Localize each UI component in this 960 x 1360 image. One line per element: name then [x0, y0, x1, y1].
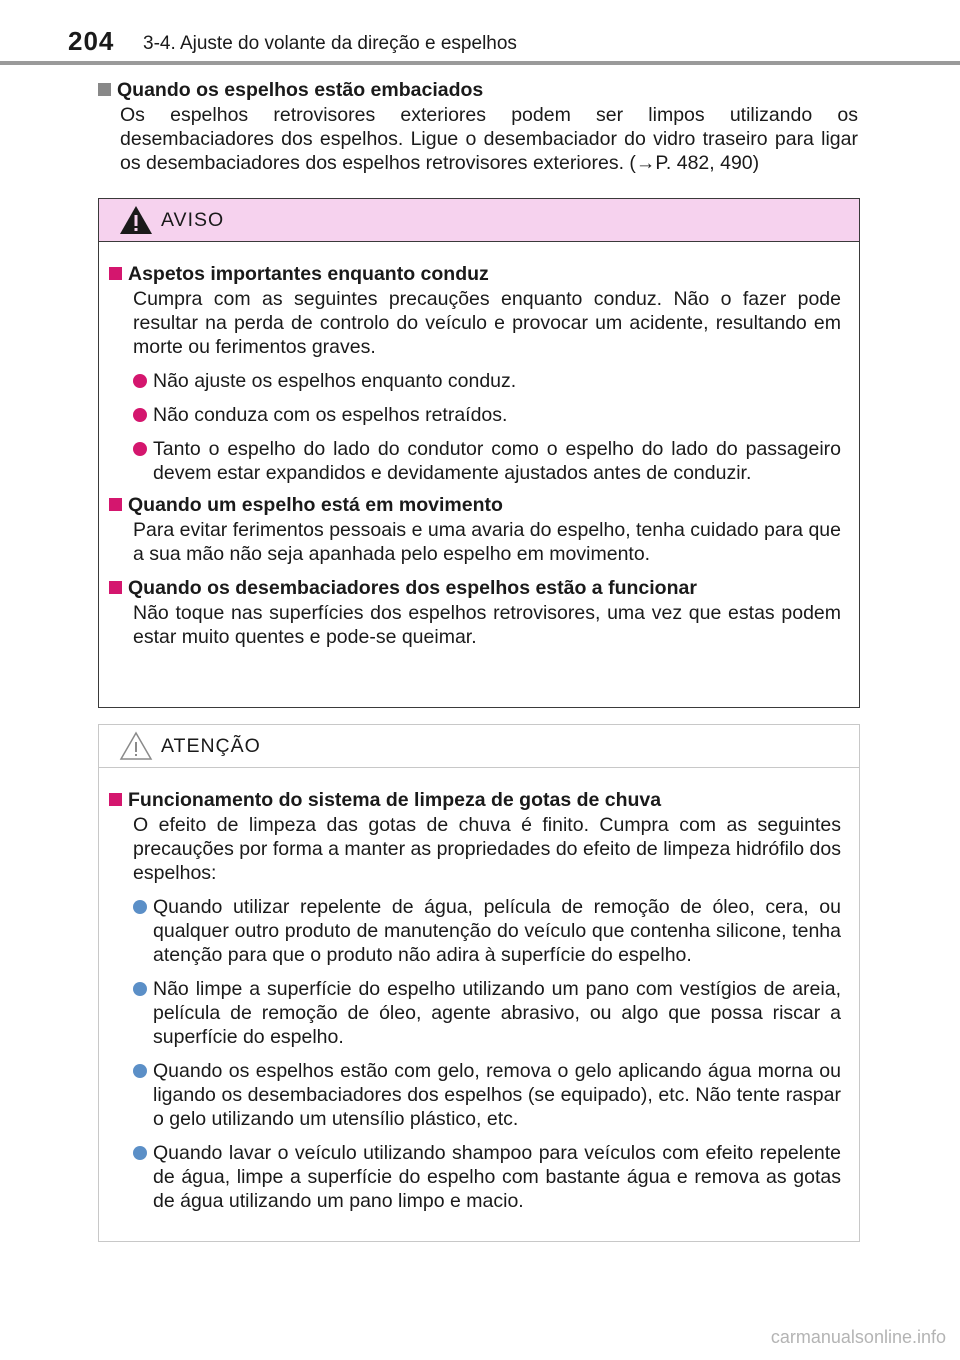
aviso-section-title: Quando um espelho está em movimento [128, 494, 503, 516]
list-item: Não limpe a superfície do espelho utilizando um pano com vestígios de areia, película de remoção de óleo, agente abrasivo, ou algo que possa riscar a superfície do espelho. [133, 977, 841, 1049]
aviso-section-text: Não toque nas superfícies dos espelhos retrovisores, uma vez que estas podem estar muito quentes e pode-se queimar. [133, 602, 841, 648]
atencao-box [98, 724, 860, 1242]
dot-bullet-icon [133, 982, 147, 996]
atencao-section-title: Funcionamento do sistema de limpeza de gotas de chuva [128, 789, 662, 811]
dot-bullet-icon [133, 374, 147, 388]
aviso-header [99, 199, 859, 242]
caution-triangle-icon [119, 731, 153, 761]
square-bullet-icon [109, 267, 122, 280]
section-title: Quando os espelhos estão embaciados [117, 79, 484, 101]
square-bullet-icon [109, 793, 122, 806]
aviso-section-title: Aspetos importantes enquanto conduz [128, 263, 489, 285]
aviso-label: AVISO [161, 209, 225, 231]
aviso-box [98, 198, 860, 708]
list-item: Quando utilizar repelente de água, película de remoção de óleo, cera, ou qualquer outro produto de manutenção do veículo que contenha silicone, tenha atenção para que o produto não adira à superfície do espelho. [133, 895, 841, 967]
dot-bullet-icon [133, 1146, 147, 1160]
watermark: carmanualsonline.info [770, 1327, 946, 1347]
section-text: Os espelhos retrovisores exteriores podem ser limpos utilizando os desembaciadores dos espelhos. Ligue o desembaciador do vidro traseiro para ligar os desembaciadores dos espelhos retrovisores exteriores. (→P. 482, 490) [120, 104, 858, 174]
dot-bullet-icon [133, 1064, 147, 1078]
header-rule [0, 61, 960, 65]
list-item: Não conduza com os espelhos retraídos. [133, 403, 841, 427]
aviso-section-text: Cumpra com as seguintes precauções enquanto conduz. Não o fazer pode resultar na perda de controlo do veículo e provocar um acidente, resultando em morte ou ferimentos graves. [133, 288, 841, 358]
atencao-header [99, 725, 859, 768]
dot-bullet-icon [133, 442, 147, 456]
square-bullet-icon [109, 498, 122, 511]
dot-bullet-icon [133, 408, 147, 422]
list-item: Não ajuste os espelhos enquanto conduz. [133, 369, 841, 393]
square-bullet-icon [109, 581, 122, 594]
list-item: Quando os espelhos estão com gelo, remova o gelo aplicando água morna ou ligando os desembaciadores dos espelhos (se equipado), etc. Não tente raspar o gelo utilizando um utensílio plástico, etc. [133, 1059, 841, 1131]
list-item: Tanto o espelho do lado do condutor como o espelho do lado do passageiro devem estar expandidos e devidamente ajustados antes de conduzir. [133, 437, 841, 485]
square-bullet-icon [98, 83, 111, 96]
chapter-title: 3-4. Ajuste do volante da direção e espelhos [143, 33, 517, 54]
page-header [0, 0, 960, 62]
warning-triangle-icon [119, 205, 153, 235]
atencao-label: ATENÇÃO [161, 735, 261, 757]
page-number: 204 [68, 26, 115, 56]
aviso-section-text: Para evitar ferimentos pessoais e uma avaria do espelho, tenha cuidado para que a sua mão não seja apanhada pelo espelho em movimento. [133, 519, 841, 565]
atencao-section-text: O efeito de limpeza das gotas de chuva é finito. Cumpra com as seguintes precauções por forma a manter as propriedades do efeito de limpeza hidrófilo dos espelhos: [133, 814, 841, 884]
aviso-section-title: Quando os desembaciadores dos espelhos estão a funcionar [128, 577, 697, 599]
section-mirrors-fogged [98, 78, 858, 175]
list-item: Quando lavar o veículo utilizando shampoo para veículos com efeito repelente de água, limpe a superfície do espelho com bastante água e remova as gotas de água utilizando um pano limpo e macio. [133, 1141, 841, 1213]
dot-bullet-icon [133, 900, 147, 914]
